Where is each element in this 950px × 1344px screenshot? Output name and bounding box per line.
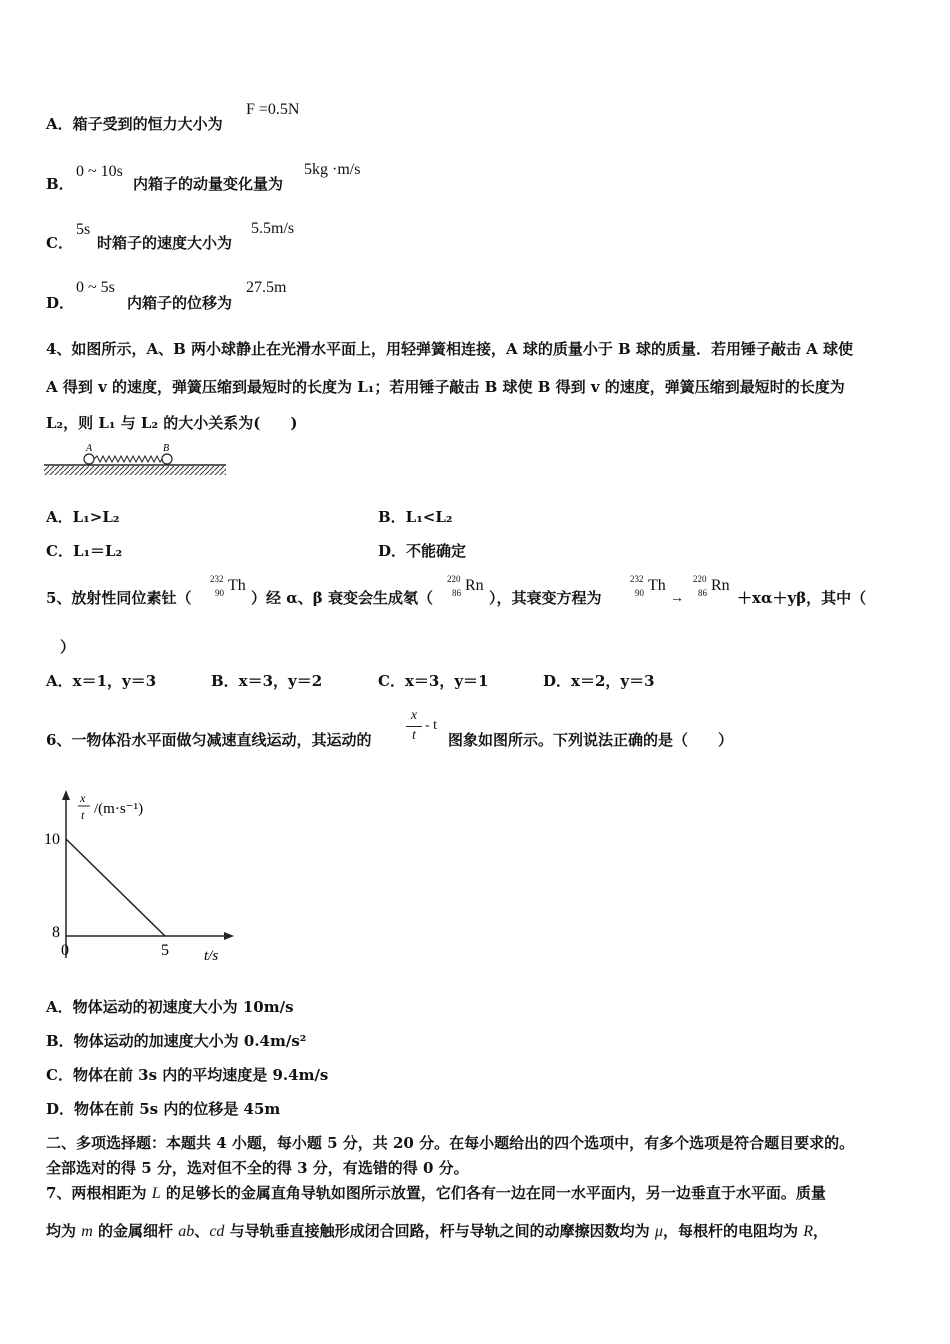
section2-heading-line-1: 二、多项选择题：本题共 4 小题，每小题 5 分，共 20 分。在每小题给出的四个选项中，有多个选项是符合题目要求的。 (46, 1134, 855, 1152)
q5-rn-mass-2: 220 (693, 574, 707, 584)
q4-stem-line-2: A 得到 v 的速度，弹簧压缩到最短时的长度为 L₁；若用锤子敲击 B 球使 B 得到 v 的速度，弹簧压缩到最短时的长度为 (46, 378, 845, 396)
q6-fraction (406, 708, 422, 744)
q5-option-c: C．x＝3，y＝1 (378, 672, 489, 690)
q7-stem-line-1 (46, 1184, 826, 1203)
q6-fraction-num: x (410, 708, 418, 723)
q3-option-c-text: 时箱子的速度大小为 (97, 234, 233, 252)
q3-option-a-formula: F =0.5N (246, 101, 300, 118)
q4-option-d: D．不能确定 (378, 542, 467, 560)
q7-symbol-R: R (803, 1223, 813, 1240)
q5-th-mass-1: 232 (210, 574, 224, 584)
q4-option-a: A．L₁>L₂ (46, 508, 120, 526)
ball-a-label: A (86, 443, 93, 454)
q6-stem-a: 6、一物体沿水平面做匀减速直线运动，其运动的 (46, 731, 372, 749)
q5-rn-z-2: 86 (698, 588, 707, 598)
ground-hatch (44, 466, 226, 475)
q7-symbol-ab: ab (178, 1223, 195, 1240)
q7-stem-line-2 (46, 1222, 828, 1241)
ball-a (84, 454, 94, 464)
q5-stem-b: ）经 α、β 衰变会生成氡（ (251, 589, 433, 607)
q7-symbol-mu: μ (654, 1223, 663, 1240)
q6-option-b: B．物体运动的加速度大小为 0.4m/s² (46, 1032, 307, 1050)
q5-stem-d: ＋xα＋yβ，其中（ (737, 589, 867, 607)
q5-stem-c: ），其衰变方程为 (489, 589, 602, 607)
q7-symbol-L: L (151, 1185, 161, 1202)
q3-option-c-time: 5s (76, 221, 91, 238)
q7-text-f: ，每根杆的电阻均为 (662, 1222, 798, 1240)
q4-stem-line-1: 4、如图所示，A、B 两小球静止在光滑水平面上，用轻弹簧相连接，A 球的质量小于 B 球的质量．若用锤子敲击 A 球使 (46, 340, 854, 358)
q7-text-e: 与导轨垂直接触形成闭合回路，杆与导轨之间的动摩擦因数均为 (229, 1222, 650, 1240)
data-line (66, 839, 165, 936)
q7-symbol-cd: cd (209, 1223, 225, 1240)
q5-option-b: B．x＝3，y＝2 (211, 672, 323, 690)
q4-stem-line-3: L₂，则 L₁ 与 L₂ 的大小关系为( ) (46, 414, 298, 432)
q7-text-b: 的足够长的金属直角导轨如图所示放置，它们各有一边在同一水平面内，另一边垂直于水平面。质量 (165, 1184, 826, 1202)
q5-th-z-2: 90 (635, 588, 644, 598)
q6-option-c: C．物体在前 3s 内的平均速度是 9.4m/s (46, 1066, 329, 1084)
q7-text-c: 均为 (46, 1222, 77, 1240)
q4-option-c: C．L₁＝L₂ (46, 542, 123, 560)
q6-fraction-tail: - t (425, 718, 438, 733)
q3-option-d-letter: D． (46, 294, 75, 312)
q4-spring-figure (44, 441, 228, 477)
q6-fraction-den: t (406, 726, 422, 744)
q5-stem-a: 5、放射性同位素钍（ (46, 589, 192, 607)
x-axis-arrow-icon (224, 932, 234, 940)
q5-stem-e: ） (60, 638, 76, 656)
q3-option-a-label: A．箱子受到的恒力大小为 (46, 115, 223, 133)
q7-text-g: ， (812, 1222, 828, 1240)
x-tick-label-end: 5 (161, 942, 169, 959)
q7-separator: 、 (194, 1222, 210, 1240)
q5-arrow-icon: → (670, 591, 684, 606)
y-tick-label-bottom: 8 (52, 924, 60, 941)
y-label-den: t (81, 808, 85, 822)
q5-th-symbol-1: Th (228, 577, 246, 594)
q5-option-a: A．x＝1，y＝3 (46, 672, 157, 690)
q7-text-a: 7、两根相距为 (46, 1184, 147, 1202)
section2-heading-line-2: 全部选对的得 5 分，选对但不全的得 3 分，有选错的得 0 分。 (46, 1159, 469, 1177)
q3-option-d-formula: 27.5m (246, 279, 287, 296)
q5-th-z-1: 90 (215, 588, 224, 598)
q3-option-b-letter: B． (46, 175, 74, 193)
q3-option-d-interval: 0 ~ 5s (76, 279, 115, 296)
q3-option-d-text: 内箱子的位移为 (127, 294, 233, 312)
ball-b (162, 454, 172, 464)
q7-text-d: 的金属细杆 (98, 1222, 174, 1240)
q5-th-symbol-2: Th (648, 577, 666, 594)
y-label-num: x (80, 791, 86, 805)
y-axis-arrow-icon (62, 790, 70, 800)
q5-rn-z-1: 86 (452, 588, 461, 598)
q5-option-d: D．x＝2，y＝3 (543, 672, 655, 690)
q3-option-c-formula: 5.5m/s (251, 220, 295, 237)
q5-rn-symbol-1: Rn (465, 577, 484, 594)
q5-rn-mass-1: 220 (447, 574, 461, 584)
q6-option-d: D．物体在前 5s 内的位移是 45m (46, 1100, 281, 1118)
q3-option-b-formula: 5kg ·m/s (304, 161, 361, 178)
spring (94, 456, 162, 462)
q3-option-b-interval: 0 ~ 10s (76, 163, 123, 180)
x-label: t/s (204, 948, 219, 964)
q5-rn-symbol-2: Rn (711, 577, 730, 594)
y-label-unit: /(m·s⁻¹) (94, 801, 144, 817)
ball-b-label: B (163, 443, 170, 454)
q6-option-a: A．物体运动的初速度大小为 10m/s (46, 998, 294, 1016)
y-tick-label-top: 10 (44, 831, 60, 848)
q3-option-b-text: 内箱子的动量变化量为 (133, 175, 284, 193)
x-tick-label-origin: 0 (61, 942, 69, 959)
q3-option-c-letter: C． (46, 234, 73, 252)
q6-xt-chart (40, 788, 250, 970)
q7-symbol-m: m (81, 1223, 93, 1240)
q4-option-b: B．L₁<L₂ (378, 508, 453, 526)
q5-th-mass-2: 232 (630, 574, 644, 584)
q6-stem-b: 图象如图所示。下列说法正确的是（ ） (448, 731, 734, 749)
